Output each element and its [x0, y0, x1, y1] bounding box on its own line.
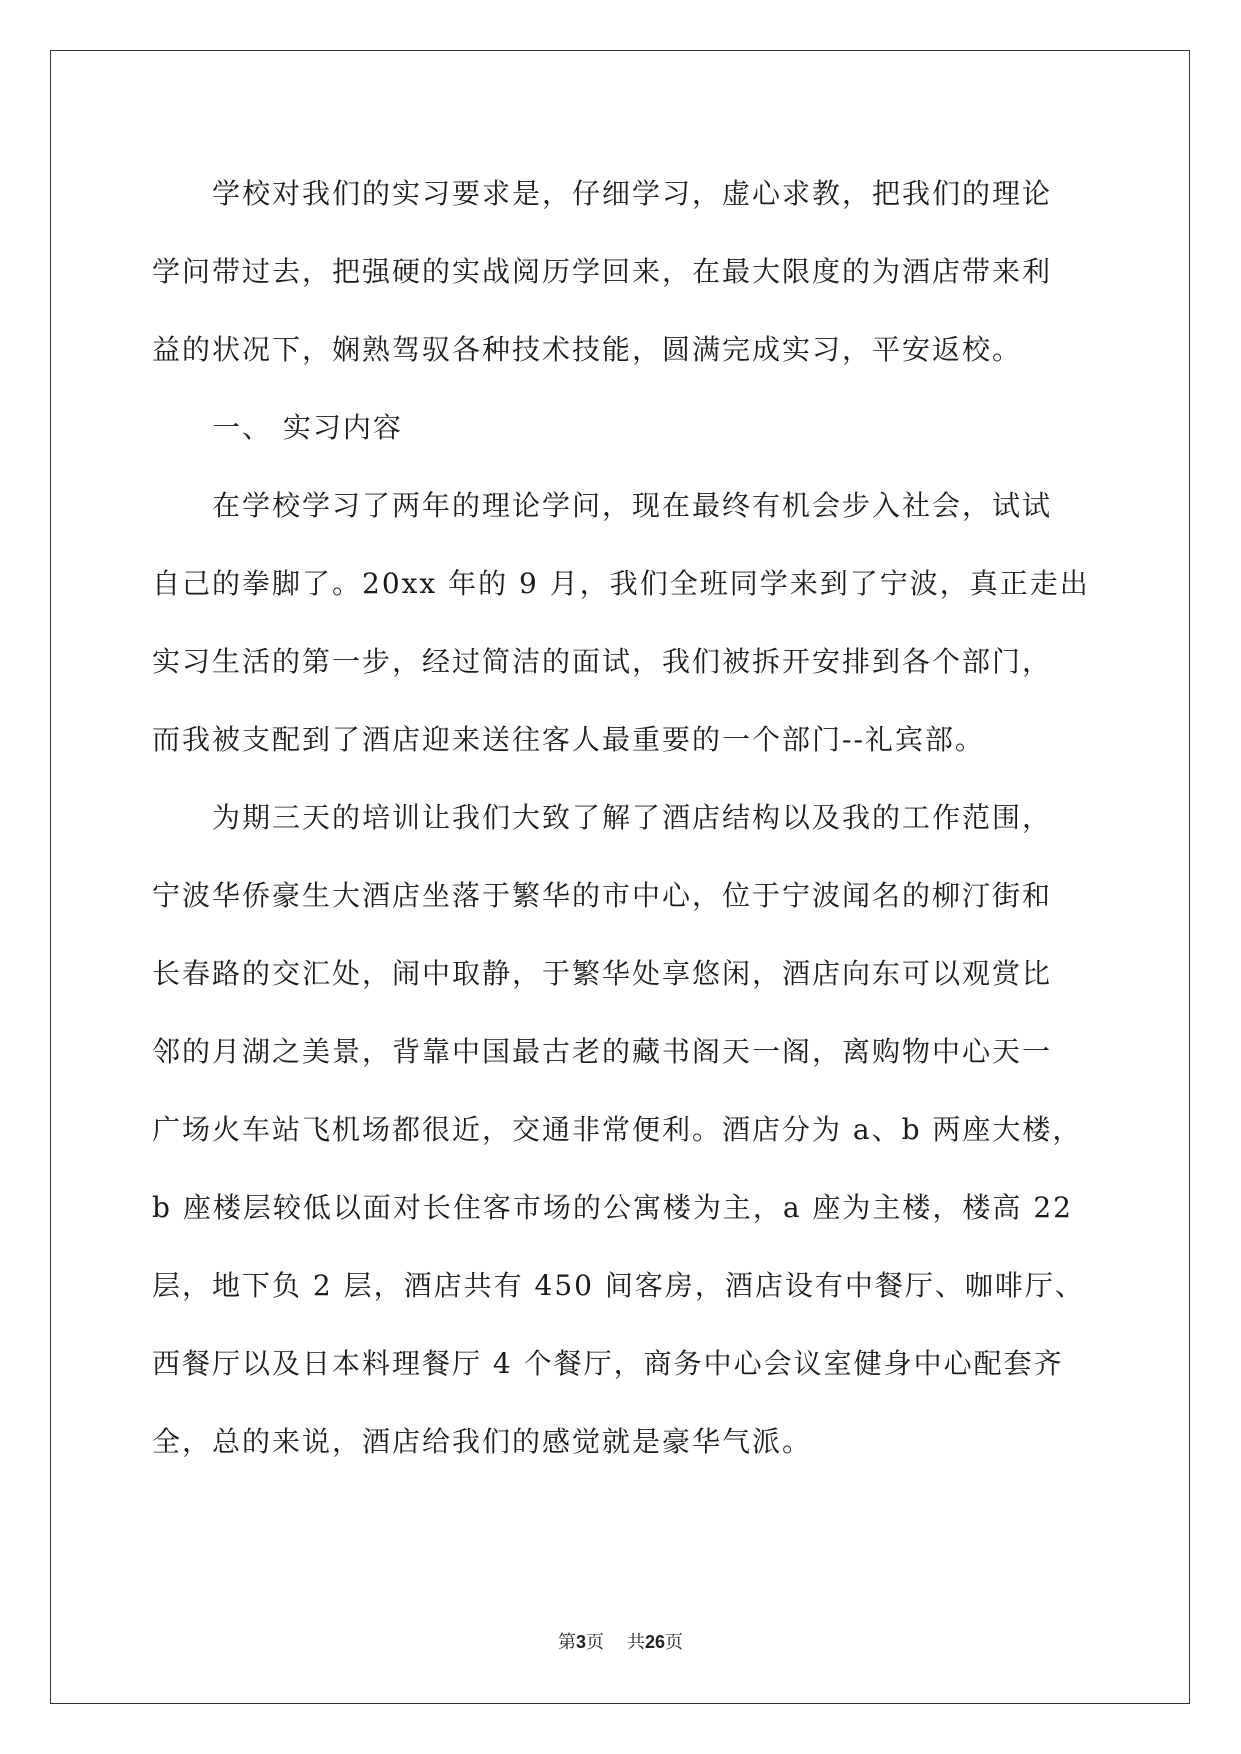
- paragraph-1: [152, 155, 1092, 389]
- text-line: 实习生活的第一步，经过简洁的面试，我们被拆开安排到各个部门，: [152, 645, 1053, 678]
- text-line: 邻的月湖之美景，背靠中国最古老的藏书阁天一阁，离购物中心天一: [152, 1035, 1053, 1068]
- page-prefix: 第: [558, 1632, 577, 1653]
- text-line: 全，总的来说，酒店给我们的感觉就是豪华气派。: [152, 1425, 813, 1458]
- page-footer: [0, 1628, 1241, 1654]
- text-line: 学问带过去，把强硬的实战阅历学回来，在最大限度的为酒店带来利: [152, 255, 1053, 288]
- text-line: 为期三天的培训让我们大致了解了酒店结构以及我的工作范围，: [212, 801, 1053, 834]
- text-line: 宁波华侨豪生大酒店坐落于繁华的市中心，位于宁波闻名的柳汀街和: [152, 879, 1053, 912]
- heading-text: 一、 实习内容: [212, 411, 403, 444]
- paragraph-2: [152, 467, 1092, 779]
- text-line: 层，地下负 2 层，酒店共有 450 间客房，酒店设有中餐厅、咖啡厅、: [152, 1269, 1085, 1302]
- text-line: 而我被支配到了酒店迎来送往客人最重要的一个部门--礼宾部。: [152, 723, 985, 756]
- total-pages: 26: [644, 1632, 665, 1652]
- document-body: [152, 155, 1092, 1481]
- text-line: 西餐厅以及日本料理餐厅 4 个餐厅，商务中心会议室健身中心配套齐: [152, 1347, 1064, 1380]
- page-suffix: 页: [586, 1632, 605, 1653]
- text-line: 长春路的交汇处，闹中取静，于繁华处享悠闲，酒店向东可以观赏比: [152, 957, 1053, 990]
- text-line: 益的状况下，娴熟驾驭各种技术技能，圆满完成实习，平安返校。: [152, 333, 1023, 366]
- paragraph-3: [152, 779, 1092, 1481]
- text-line: 自己的拳脚了。20xx 年的 9 月，我们全班同学来到了宁波，真正走出: [152, 567, 1090, 600]
- total-suffix: 页: [664, 1632, 683, 1653]
- section-heading: [152, 389, 1092, 467]
- text-line: 学校对我们的实习要求是，仔细学习，虚心求教，把我们的理论: [212, 177, 1053, 210]
- text-line: b 座楼层较低以面对长住客市场的公寓楼为主，a 座为主楼，楼高 22: [152, 1191, 1073, 1224]
- text-line: 广场火车站飞机场都很近，交通非常便利。酒店分为 a、b 两座大楼，: [152, 1113, 1083, 1146]
- page-number: 3: [576, 1632, 587, 1652]
- text-line: 在学校学习了两年的理论学问，现在最终有机会步入社会，试试: [212, 489, 1053, 522]
- total-prefix: 共: [626, 1632, 645, 1653]
